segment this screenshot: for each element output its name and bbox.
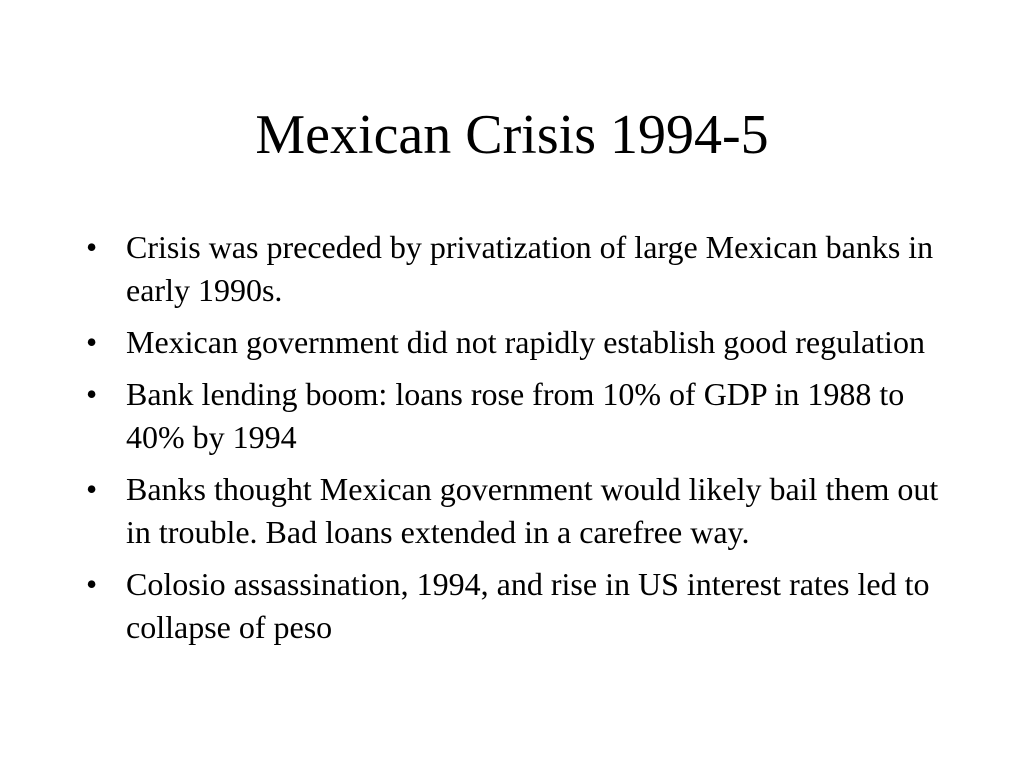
- bullet-item: [80, 226, 960, 312]
- bullet-marker: •: [86, 471, 98, 507]
- bullet-text: Colosio assassination, 1994, and rise in US interest rates led to collapse of peso: [126, 566, 930, 645]
- bullet-marker: •: [86, 324, 98, 360]
- bullet-item: [80, 373, 960, 459]
- bullet-text: Crisis was preceded by privatization of large Mexican banks in early 1990s.: [126, 229, 934, 308]
- bullet-marker: •: [86, 376, 98, 412]
- bullet-text: Bank lending boom: loans rose from 10% of GDP in 1988 to 40% by 1994: [126, 376, 905, 455]
- bullet-item: [80, 563, 960, 649]
- bullet-item: [80, 468, 960, 554]
- bullet-marker: •: [86, 229, 98, 265]
- bullet-item: [80, 321, 960, 364]
- bullet-list: [80, 226, 960, 658]
- bullet-text: Mexican government did not rapidly establish good regulation: [126, 324, 925, 360]
- slide-title: Mexican Crisis 1994-5: [255, 104, 769, 166]
- bullet-text: Banks thought Mexican government would likely bail them out in trouble. Bad loans extended in a carefree way.: [126, 471, 939, 550]
- bullet-marker: •: [86, 566, 98, 602]
